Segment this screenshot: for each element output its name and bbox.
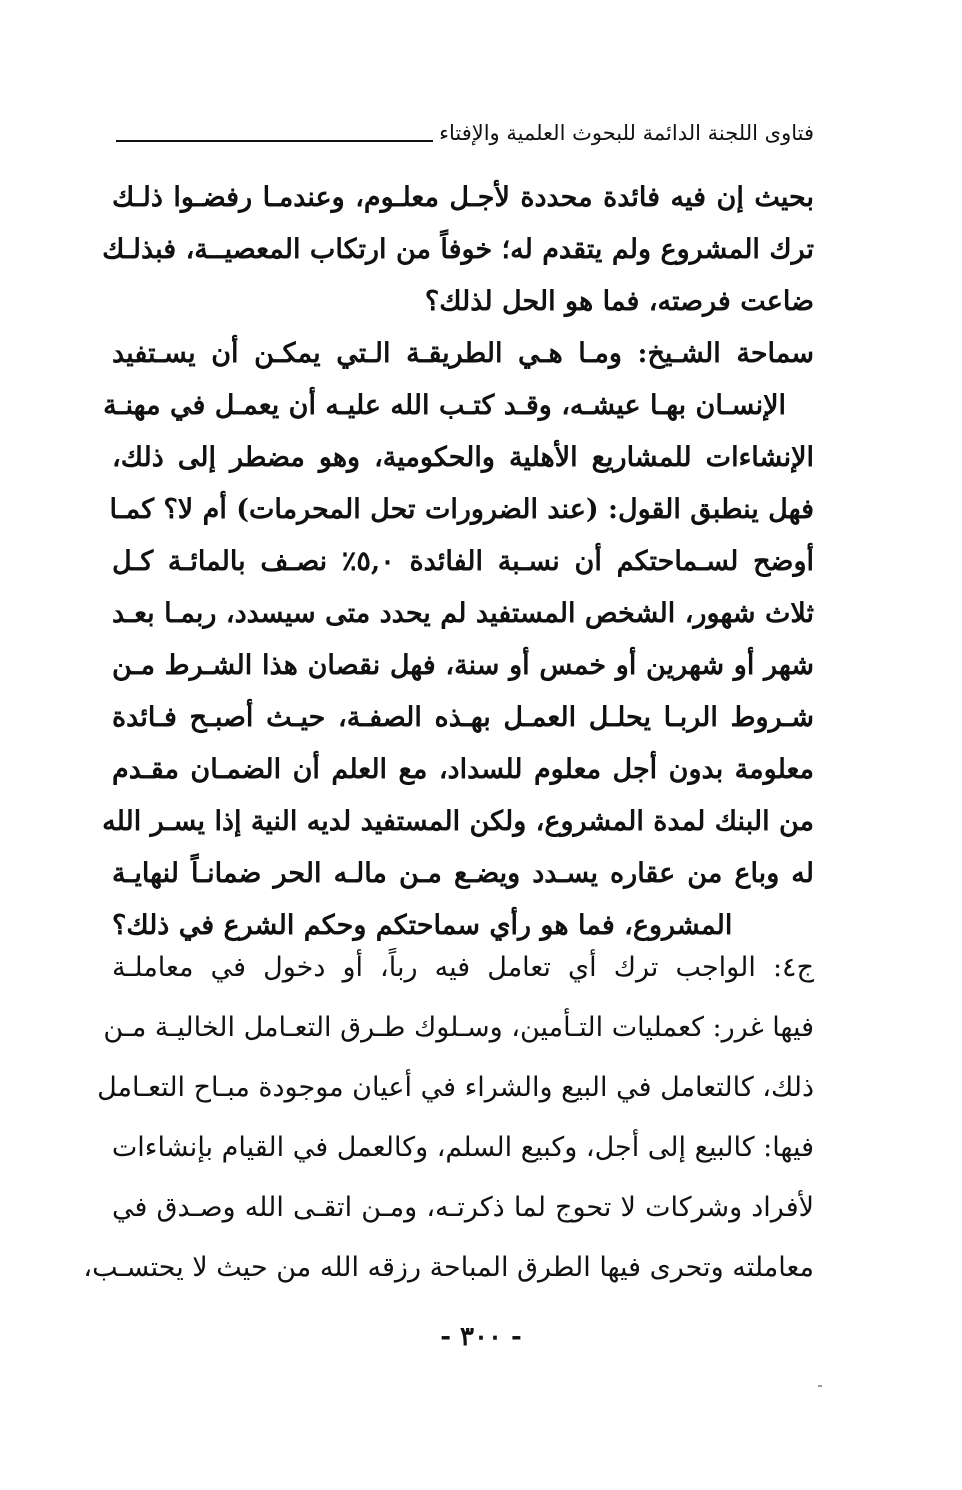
question-line: ضاعت فرصته، فما هو الحل لذلك؟: [424, 286, 814, 317]
answer-line: ج٤: الواجب ترك أي تعامل فيه رباً، أو دخول في معاملـة: [112, 952, 814, 983]
question-line: المشروع، فما هو رأي سماحتكم وحكم الشرع في ذلك؟: [112, 910, 733, 941]
running-header: [116, 108, 814, 148]
header-rule: [116, 140, 433, 142]
answer-line: ذلك، كالتعامل في البيع والشراء في أعيان موجودة مبـاح التعـامل: [97, 1072, 814, 1103]
header-title: فتاوى اللجنة الدائمة للبحوث العلمية والإفتاء: [439, 121, 814, 145]
question-line: فهل ينطبق القول: (عند الضرورات تحل المحرمات) أم لا؟ كمـا: [109, 494, 814, 525]
question-line: له وباع من عقاره يسـدد ويضـع مـن مالـه الحر ضمانـاً لنهايـة: [112, 858, 814, 889]
question-line: أوضح لسـماحتكم أن نسـبة الفائدة ٥,٠٪ نصـف بالمائـة كـل: [112, 546, 814, 577]
answer-block: [83, 938, 814, 1298]
answer-line: معاملته وتحرى فيها الطرق المباحة رزقه الله من حيث لا يحتسـب،: [83, 1252, 814, 1283]
question-line: الإنسـان بهـا عيشـه، وقـد كتـب الله عليـه أن يعمـل في مهنـة: [103, 390, 786, 421]
scan-speck: [818, 1385, 822, 1387]
question-line: ترك المشروع ولم يتقدم له؛ خوفاً من ارتكاب المعصيــة، فبذلـك: [102, 234, 814, 265]
answer-line: فيها غرر: كعمليات التـأمين، وسـلوك طـرق التعـامل الخاليـة مـن: [103, 1012, 814, 1043]
question-line: شـروط الربـا يحلـل العمـل بهـذه الصفـة، حيـث أصبـح فـائدة: [112, 702, 814, 733]
answer-line: فيها: كالبيع إلى أجل، وكبيع السلم، وكالعمل في القيام بإنشاءات: [111, 1132, 814, 1163]
page-number: - ٣٠٠ -: [440, 1322, 522, 1352]
answer-line: لأفراد وشركات لا تحوج لما ذكرتـه، ومـن اتقـى الله وصـدق في: [112, 1192, 814, 1223]
question-block: [102, 172, 814, 952]
question-line: معلومة بدون أجل معلوم للسداد، مع العلم أن الضمـان مقـدم: [112, 754, 814, 785]
question-line: ثلاث شهور، الشخص المستفيد لم يحدد متى سيسدد، ربمـا بعـد: [112, 598, 814, 629]
question-line: الإنشاءات للمشاريع الأهلية والحكومية، وهو مضطر إلى ذلك،: [112, 442, 814, 473]
question-line: سماحة الشـيخ: ومـا هـي الطريقـة الـتي يمكـن أن يسـتفيد: [112, 338, 814, 369]
question-line: من البنك لمدة المشروع، ولكن المستفيد لديه النية إذا يسـر الله: [102, 806, 814, 837]
question-line: بحيث إن فيه فائدة محددة لأجـل معلـوم، وعندمـا رفضـوا ذلـك: [112, 182, 814, 213]
question-line: شهر أو شهرين أو خمس أو سنة، فهل نقصان هذا الشـرط مـن: [112, 650, 814, 681]
